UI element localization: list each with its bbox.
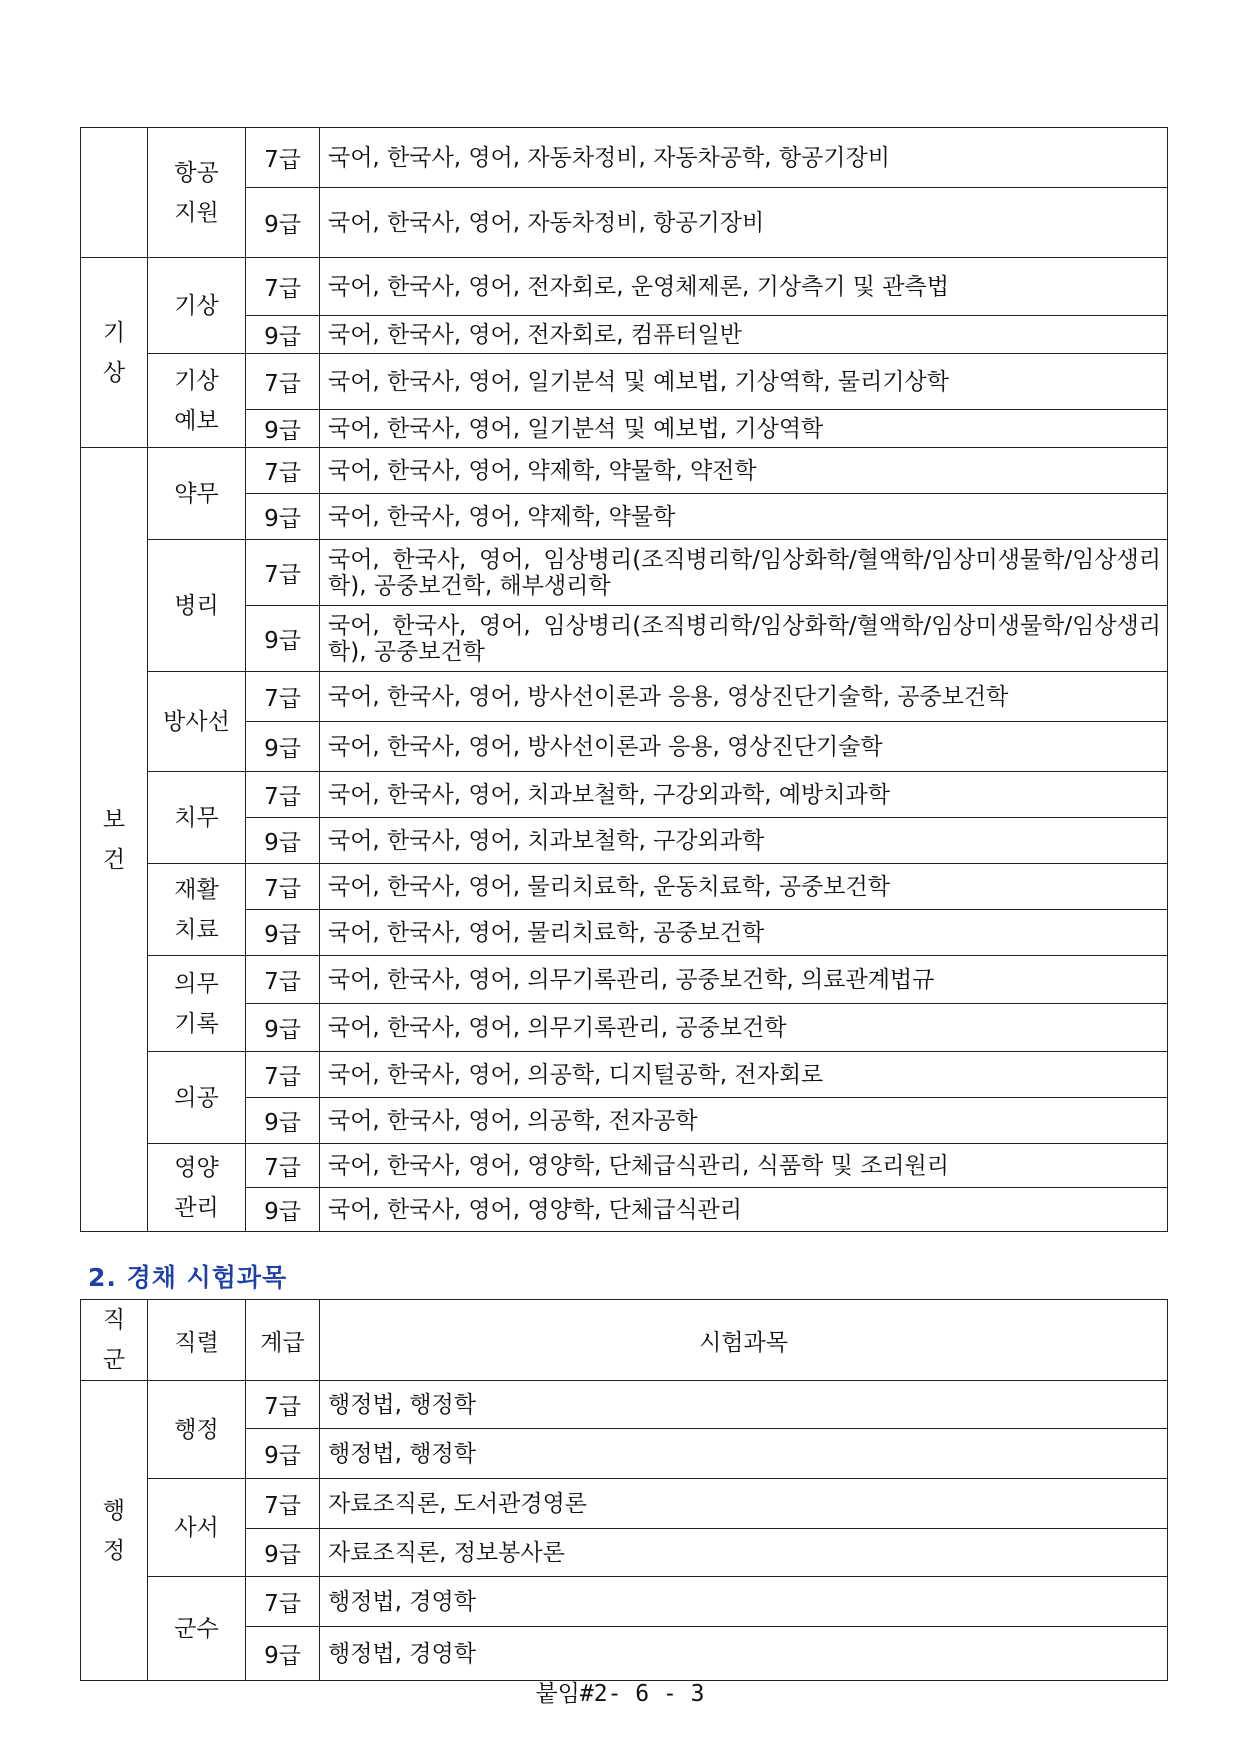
subjects-cell: 자료조직론, 정보봉사론 xyxy=(320,1529,1168,1577)
series-line: 예보 xyxy=(174,407,219,434)
table-row xyxy=(81,1052,1168,1098)
series-line: 관리 xyxy=(174,1194,219,1221)
subjects-cell: 국어, 한국사, 영어, 의공학, 전자공학 xyxy=(320,1098,1168,1144)
subjects-cell: 국어, 한국사, 영어, 물리치료학, 공중보건학 xyxy=(320,910,1168,956)
series-line: 의무 xyxy=(174,970,219,997)
series-line: 약무 xyxy=(174,480,219,507)
grade-cell: 7급 xyxy=(246,1577,320,1627)
subjects-cell: 국어, 한국사, 영어, 치과보철학, 구강외과학 xyxy=(320,818,1168,864)
series-cell xyxy=(148,1052,246,1144)
grade-cell: 9급 xyxy=(246,818,320,864)
table-row xyxy=(81,1381,1168,1429)
subjects-cell: 국어, 한국사, 영어, 방사선이론과 응용, 영상진단기술학 xyxy=(320,722,1168,772)
category-char: 건 xyxy=(102,846,126,873)
grade-cell: 7급 xyxy=(246,1052,320,1098)
series-line: 영양 xyxy=(174,1154,219,1181)
category-cell xyxy=(81,258,148,448)
subjects-cell: 국어, 한국사, 영어, 임상병리(조직병리학/임상화학/혈액학/임상미생물학/임상생리학), 공중보건학 xyxy=(320,606,1168,672)
subjects-cell: 국어, 한국사, 영어, 영양학, 단체급식관리, 식품학 및 조리원리 xyxy=(320,1144,1168,1188)
table-row xyxy=(81,128,1168,188)
subjects-table-2 xyxy=(80,1299,1168,1681)
subjects-cell: 국어, 한국사, 영어, 치과보철학, 구강외과학, 예방치과학 xyxy=(320,772,1168,818)
grade-cell: 7급 xyxy=(246,1144,320,1188)
subjects-cell: 국어, 한국사, 영어, 자동차정비, 항공기장비 xyxy=(320,188,1168,258)
subjects-cell: 국어, 한국사, 영어, 약제학, 약물학 xyxy=(320,494,1168,540)
table-row xyxy=(81,672,1168,722)
grade-cell: 7급 xyxy=(246,354,320,410)
table-row xyxy=(81,772,1168,818)
series-line: 치무 xyxy=(174,804,219,831)
series-cell xyxy=(148,864,246,956)
grade-cell: 9급 xyxy=(246,188,320,258)
table-row xyxy=(81,1577,1168,1627)
series-line: 사서 xyxy=(174,1514,219,1541)
series-line: 기상 xyxy=(174,292,219,319)
series-cell xyxy=(148,1577,246,1681)
grade-cell: 7급 xyxy=(246,1479,320,1529)
series-line: 치료 xyxy=(174,916,219,943)
series-line: 의공 xyxy=(174,1084,219,1111)
category-char: 정 xyxy=(102,1537,126,1564)
section-title: 2. 경채 시험과목 xyxy=(88,1263,288,1292)
series-cell xyxy=(148,258,246,354)
table-row xyxy=(81,1144,1168,1188)
subjects-cell: 국어, 한국사, 영어, 일기분석 및 예보법, 기상역학, 물리기상학 xyxy=(320,354,1168,410)
subjects-cell: 국어, 한국사, 영어, 의무기록관리, 공중보건학, 의료관계법규 xyxy=(320,956,1168,1004)
grade-cell: 9급 xyxy=(246,316,320,354)
subjects-cell: 행정법, 경영학 xyxy=(320,1577,1168,1627)
grade-cell: 7급 xyxy=(246,864,320,910)
header-series: 직렬 xyxy=(148,1300,246,1381)
series-cell xyxy=(148,1144,246,1232)
subjects-table-1-body xyxy=(81,128,1168,1232)
category-cell xyxy=(81,1381,148,1681)
series-cell xyxy=(148,1381,246,1479)
table-row xyxy=(81,956,1168,1004)
category-char: 기 xyxy=(102,319,126,346)
series-line: 재활 xyxy=(174,876,219,903)
header-category: 직 군 xyxy=(81,1300,148,1381)
grade-cell: 7급 xyxy=(246,672,320,722)
subjects-cell: 국어, 한국사, 영어, 방사선이론과 응용, 영상진단기술학, 공중보건학 xyxy=(320,672,1168,722)
series-cell xyxy=(148,672,246,772)
grade-cell: 7급 xyxy=(246,956,320,1004)
grade-cell: 9급 xyxy=(246,910,320,956)
category-char: 행 xyxy=(102,1497,126,1524)
subjects-cell: 국어, 한국사, 영어, 일기분석 및 예보법, 기상역학 xyxy=(320,410,1168,448)
grade-cell: 9급 xyxy=(246,410,320,448)
category-char: 상 xyxy=(102,359,126,386)
table-row xyxy=(81,540,1168,606)
subjects-cell: 국어, 한국사, 영어, 의무기록관리, 공중보건학 xyxy=(320,1004,1168,1052)
subjects-cell: 행정법, 행정학 xyxy=(320,1381,1168,1429)
grade-cell: 9급 xyxy=(246,1004,320,1052)
grade-cell: 9급 xyxy=(246,1188,320,1232)
series-cell xyxy=(148,956,246,1052)
category-cell xyxy=(81,128,148,258)
subjects-cell: 국어, 한국사, 영어, 자동차정비, 자동차공학, 항공기장비 xyxy=(320,128,1168,188)
table-row xyxy=(81,448,1168,494)
series-cell xyxy=(148,128,246,258)
subjects-cell: 국어, 한국사, 영어, 약제학, 약물학, 약전학 xyxy=(320,448,1168,494)
grade-cell: 7급 xyxy=(246,1381,320,1429)
category-cell xyxy=(81,448,148,1232)
subjects-table-1 xyxy=(80,127,1168,1232)
subjects-cell: 국어, 한국사, 영어, 임상병리(조직병리학/임상화학/혈액학/임상미생물학/임상생리학), 공중보건학, 해부생리학 xyxy=(320,540,1168,606)
series-line: 항공 xyxy=(174,159,219,186)
grade-cell: 9급 xyxy=(246,1429,320,1479)
header-subjects: 시험과목 xyxy=(320,1300,1168,1381)
series-cell xyxy=(148,772,246,864)
grade-cell: 7급 xyxy=(246,448,320,494)
grade-cell: 7급 xyxy=(246,128,320,188)
series-cell xyxy=(148,540,246,672)
grade-cell: 9급 xyxy=(246,1529,320,1577)
series-line: 기록 xyxy=(174,1010,219,1037)
table-row xyxy=(81,258,1168,316)
subjects-cell: 국어, 한국사, 영어, 영양학, 단체급식관리 xyxy=(320,1188,1168,1232)
grade-cell: 7급 xyxy=(246,772,320,818)
series-line: 방사선 xyxy=(163,708,230,735)
series-cell xyxy=(148,1479,246,1577)
series-cell xyxy=(148,448,246,540)
grade-cell: 7급 xyxy=(246,258,320,316)
table-row xyxy=(81,864,1168,910)
grade-cell: 9급 xyxy=(246,494,320,540)
series-line: 지원 xyxy=(174,199,219,226)
subjects-cell: 국어, 한국사, 영어, 의공학, 디지털공학, 전자회로 xyxy=(320,1052,1168,1098)
page-footer: 붙임#2- 6 - 3 xyxy=(535,1681,705,1707)
series-cell xyxy=(148,354,246,448)
subjects-cell: 자료조직론, 도서관경영론 xyxy=(320,1479,1168,1529)
table-row xyxy=(81,1479,1168,1529)
grade-cell: 9급 xyxy=(246,1098,320,1144)
subjects-cell: 국어, 한국사, 영어, 전자회로, 운영체제론, 기상측기 및 관측법 xyxy=(320,258,1168,316)
series-line: 기상 xyxy=(174,367,219,394)
subjects-cell: 국어, 한국사, 영어, 물리치료학, 운동치료학, 공중보건학 xyxy=(320,864,1168,910)
category-char: 보 xyxy=(102,806,126,833)
series-line: 행정 xyxy=(174,1416,219,1443)
table-header-row xyxy=(81,1300,1168,1381)
series-line: 군수 xyxy=(174,1615,219,1642)
subjects-cell: 행정법, 행정학 xyxy=(320,1429,1168,1479)
table-row xyxy=(81,354,1168,410)
grade-cell: 7급 xyxy=(246,540,320,606)
grade-cell: 9급 xyxy=(246,722,320,772)
subjects-cell: 국어, 한국사, 영어, 전자회로, 컴퓨터일반 xyxy=(320,316,1168,354)
subjects-table-2-body xyxy=(81,1381,1168,1681)
subjects-cell: 행정법, 경영학 xyxy=(320,1627,1168,1681)
series-line: 병리 xyxy=(174,592,219,619)
grade-cell: 9급 xyxy=(246,1627,320,1681)
header-grade: 계급 xyxy=(246,1300,320,1381)
grade-cell: 9급 xyxy=(246,606,320,672)
